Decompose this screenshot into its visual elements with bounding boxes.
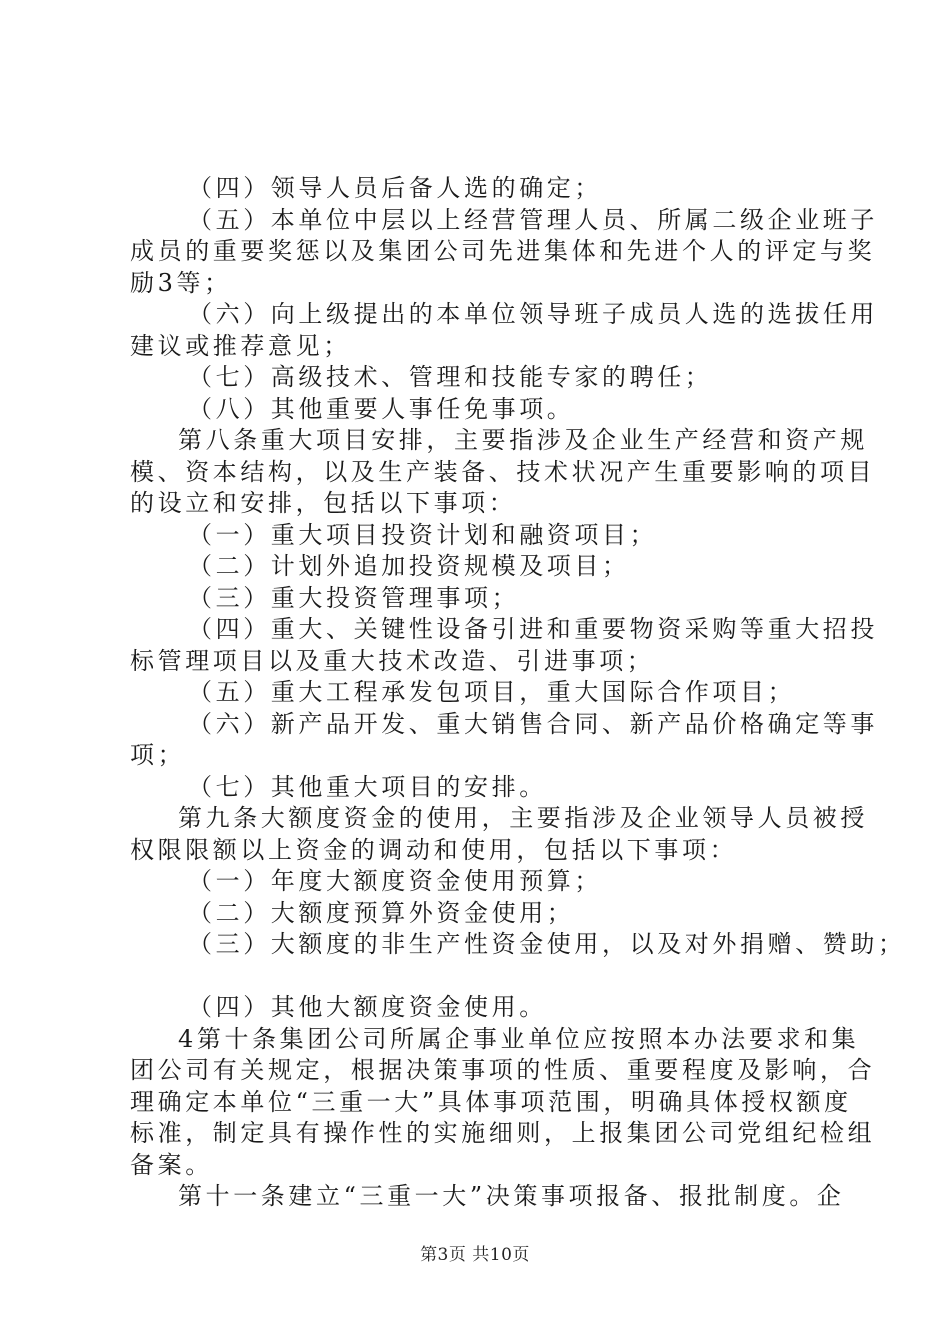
project-item-one: （一）重大项目投资计划和融资项目；: [188, 520, 658, 549]
project-item-four-cont: 标管理项目以及重大技术改造、引进事项；: [130, 646, 655, 675]
blank-line: [130, 961, 830, 993]
project-item-six-cont: 项；: [130, 741, 186, 769]
article-ten-cont-1: 团公司有关规定，根据决策事项的性质、重要程度及影响，合: [130, 1056, 876, 1084]
project-item-four: （四）重大、关键性设备引进和重要物资采购等重大招投: [188, 615, 878, 643]
project-item-five: （五）重大工程承发包项目，重大国际合作项目；: [188, 678, 796, 706]
article-nine-heading: 第九条大额度资金的使用，主要指涉及企业领导人员被授: [178, 804, 868, 832]
article-ten-heading: 4第十条集团公司所属企事业单位应按照本办法要求和集: [178, 1024, 860, 1053]
fund-item-two: （二）大额度预算外资金使用；: [188, 898, 575, 927]
fund-item-one: （一）年度大额度资金使用预算；: [188, 867, 602, 895]
project-item-six: （六）新产品开发、重大销售合同、新产品价格确定等事: [188, 709, 878, 738]
project-item-three: （三）重大投资管理事项；: [188, 583, 520, 612]
project-item-two: （二）计划外追加投资规模及项目；: [188, 552, 630, 580]
article-ten-cont-2: 理确定本单位“三重一大”具体事项范围，明确具体授权额度: [130, 1087, 852, 1116]
fund-item-three: （三）大额度的非生产性资金使用，以及对外捐赠、赞助；: [188, 930, 906, 958]
article-eleven-heading: 第十一条建立“三重一大”决策事项报备、报批制度。企: [178, 1182, 845, 1210]
fund-item-four: （四）其他大额度资金使用。: [188, 993, 547, 1021]
item-six-recommendation: （六）向上级提出的本单位领导班子成员人选的选拔任用: [188, 300, 878, 328]
item-eight-other-personnel: （八）其他重要人事任免事项。: [188, 394, 575, 423]
document-body: [130, 173, 906, 1213]
item-six-recommendation-cont: 建议或推荐意见；: [130, 331, 351, 360]
article-eight-heading: 第八条重大项目安排，主要指涉及企业生产经营和资产规: [178, 426, 868, 454]
article-ten-cont-3: 标准，制定具有操作性的实施细则，上报集团公司党组纪检组: [130, 1119, 876, 1147]
item-five-rewards-cont-2: 励3等；: [130, 268, 232, 297]
article-eight-cont-1: 模、资本结构，以及生产装备、技术状况产生重要影响的项目: [130, 457, 876, 486]
article-nine-cont: 权限限额以上资金的调动和使用，包括以下事项：: [130, 835, 738, 864]
page-footer: 第3页 共10页: [420, 1245, 530, 1265]
article-eight-cont-2: 的设立和安排，包括以下事项：: [130, 489, 517, 517]
item-five-rewards-cont-1: 成员的重要奖惩以及集团公司先进集体和先进个人的评定与奖: [130, 237, 876, 265]
project-item-seven: （七）其他重大项目的安排。: [188, 772, 547, 801]
item-seven-experts: （七）高级技术、管理和技能专家的聘任；: [188, 363, 713, 391]
article-ten-cont-4: 备案。: [130, 1150, 213, 1179]
item-five-rewards: （五）本单位中层以上经营管理人员、所属二级企业班子: [188, 205, 878, 234]
item-four-candidates: （四）领导人员后备人选的确定；: [188, 174, 602, 202]
